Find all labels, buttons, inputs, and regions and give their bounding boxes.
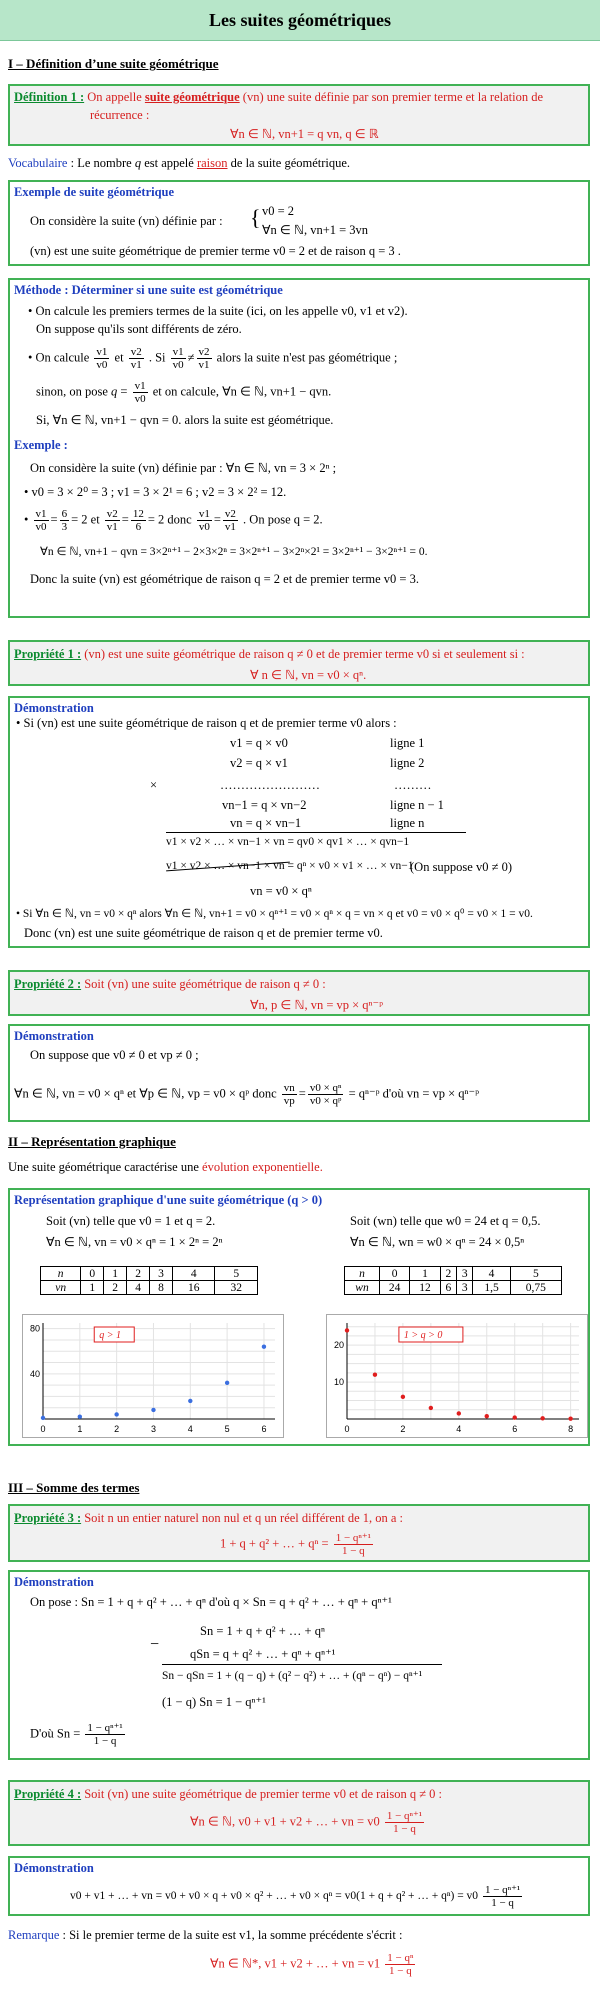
fraction-d: $\frac{6}{3}$	[61, 508, 68, 533]
fraction-j	[308, 1082, 344, 1107]
demo-3-minus: −	[150, 1636, 160, 1653]
data-point	[401, 1395, 405, 1399]
x-tick-label: 8	[568, 1424, 574, 1434]
demo-1-box	[8, 696, 590, 948]
x-tick-label: 4	[187, 1424, 193, 1434]
x-tick-label: 6	[512, 1424, 518, 1434]
fraction-n-num: 1 − qⁿ⁺¹	[484, 1884, 521, 1896]
right-sequence-formula: ∀n ∈ ℕ, wn = w0 × qⁿ = 24 × 0,5ⁿ	[350, 1235, 525, 1249]
left-sequence-def: Soit (vn) telle que v0 = 1 et q = 2.	[46, 1214, 216, 1228]
method-step-2b: et	[114, 350, 124, 365]
demo-3-s2: qSn = q + q² + … + qⁿ + qⁿ⁺¹	[190, 1647, 336, 1661]
remark-label: Remarque	[8, 1928, 60, 1942]
remark-text: : Si le premier terme de la suite est v1, la somme précédente s'écrit :	[62, 1928, 403, 1942]
demo-1-row-1: v1 = q × v0	[230, 736, 288, 750]
vocabulary-term: raison	[196, 156, 228, 170]
demo-2-line-2b: = qⁿ⁻ᵖ d'où vn = vp × qⁿ⁻ᵖ	[348, 1086, 479, 1101]
demo-1-product-2: v1 × v2 × … × vn−1 × vn = qⁿ × v0 × v1 × … × vn−1	[166, 860, 414, 872]
demo-1-note-4: ligne n − 1	[390, 798, 444, 812]
data-point	[114, 1412, 118, 1416]
data-point	[513, 1415, 517, 1419]
vocabulary-label: Vocabulaire	[8, 156, 68, 170]
section-2-text-b: évolution exponentielle.	[202, 1160, 323, 1174]
table-w-header-cell: 1	[410, 1267, 440, 1281]
example-line-2: (vn) est une suite géométrique de premier terme v0 = 2 et de raison q = 3 .	[30, 244, 401, 258]
data-point	[41, 1416, 45, 1420]
right-sequence-def: Soit (wn) telle que w0 = 24 et q = 0,5.	[350, 1214, 541, 1228]
method-box	[8, 278, 590, 618]
method-step-1: • On calcule les premiers termes de la suite (ici, on les appelle v0, v1 et v2).	[28, 304, 408, 318]
x-tick-label: 1	[77, 1424, 83, 1434]
fraction-l-num: 1 − qⁿ⁺¹	[87, 1722, 123, 1734]
fraction-v1-v0: $\frac{v1}{v0}$	[96, 346, 108, 371]
representation-box	[8, 1188, 590, 1446]
demo-2-line-2a: ∀n ∈ ℕ, vn = v0 × qⁿ et ∀p ∈ ℕ, vp = v0 × qᵖ donc	[14, 1086, 277, 1101]
section-2-text-a: Une suite géométrique caractérise une	[8, 1160, 199, 1174]
demo-4-line	[70, 1884, 524, 1909]
property-2-box	[8, 970, 590, 1016]
method-step-3a: sinon, on pose	[36, 384, 108, 399]
table-v-header-cell: 2	[127, 1267, 150, 1281]
system-line-2: ∀n ∈ ℕ, vn+1 = 3vn	[262, 223, 369, 237]
fraction-i	[282, 1082, 297, 1107]
demo-1-note-5: ligne n	[390, 816, 425, 830]
definition-formula: ∀n ∈ ℕ, vn+1 = q vn, q ∈ ℝ	[230, 127, 379, 141]
data-point	[568, 1416, 572, 1420]
data-point	[225, 1381, 229, 1385]
fraction-k	[334, 1532, 373, 1557]
demo-3-s1: Sn = 1 + q + q² + … + qⁿ	[200, 1624, 325, 1638]
fraction-o-num: 1 − qⁿ	[387, 1952, 414, 1964]
property-4-lhs: ∀n ∈ ℕ, v0 + v1 + v2 + … + vn = v0	[190, 1814, 380, 1829]
demo-1-assumption: (On suppose v0 ≠ 0)	[410, 860, 512, 874]
fraction-c: $\frac{v1}{v0}$	[35, 508, 47, 533]
table-w-value-cell: 1,5	[473, 1281, 510, 1295]
definition-label: Définition 1 :	[14, 90, 85, 104]
table-w-header-cell: 3	[457, 1267, 473, 1281]
method-example-4: ∀n ∈ ℕ, vn+1 − qvn = 3×2ⁿ⁺¹ − 2×3×2ⁿ = 3×2ⁿ⁺¹ − 3×2ⁿ×2¹ = 3×2ⁿ⁺¹ − 3×2ⁿ⁺¹ = 0.	[40, 546, 428, 558]
representation-title: Représentation graphique d'une suite géométrique (q > 0)	[14, 1193, 323, 1207]
table-v-value-cell: 32	[215, 1281, 258, 1295]
demo-3-title: Démonstration	[14, 1575, 94, 1589]
method-title: Méthode : Déterminer si une suite est géométrique	[14, 283, 283, 297]
fraction-g: $\frac{v1}{v0}$	[198, 508, 210, 533]
property-4-label: Propriété 4 :	[14, 1787, 82, 1801]
demo-3-result-text: D'où Sn =	[30, 1726, 81, 1741]
table-v-header-cell: 1	[104, 1267, 127, 1281]
example-box	[8, 180, 590, 266]
definition-term: suite géométrique	[144, 90, 240, 104]
data-point	[151, 1408, 155, 1412]
property-3-label: Propriété 3 :	[14, 1511, 82, 1525]
demo-2-line-1: On suppose que v0 ≠ 0 et vp ≠ 0 ;	[30, 1048, 199, 1062]
x-tick-label: 0	[344, 1424, 350, 1434]
method-example-2: • v0 = 3 × 2⁰ = 3 ; v1 = 3 × 2¹ = 6 ; v2 = 3 × 2² = 12.	[24, 485, 287, 499]
table-v-header-cell: 4	[172, 1267, 214, 1281]
demo-4-title: Démonstration	[14, 1861, 94, 1875]
demo-1-rule	[166, 832, 466, 833]
table-w-header-cell: 2	[440, 1267, 456, 1281]
demo-1-row-2: v2 = q × v1	[230, 756, 288, 770]
table-w-value-cell: 3	[457, 1281, 473, 1295]
demo-1-note-2: ligne 2	[390, 756, 425, 770]
example-title: Exemple de suite géométrique	[14, 185, 175, 199]
table-w-header-cell: 4	[473, 1267, 510, 1281]
data-point	[540, 1416, 544, 1420]
data-point	[457, 1411, 461, 1415]
demo-1-note-1: ligne 1	[390, 736, 425, 750]
fraction-v2-v1: $\frac{v2}{v1}$	[130, 346, 142, 371]
fraction-i-den: vp	[283, 1095, 295, 1107]
method-step-3b: et on calcule, ∀n ∈ ℕ, vn+1 − qvn.	[152, 384, 332, 399]
definition-text: On appelle	[87, 90, 142, 104]
x-tick-label: 2	[114, 1424, 120, 1434]
method-example-3d: . On pose q = 2.	[243, 512, 323, 527]
demo-3-box	[8, 1570, 590, 1760]
fraction-b: $\frac{v2}{v1}$	[198, 346, 210, 371]
demo-3-s4: (1 − q) Sn = 1 − qⁿ⁺¹	[162, 1695, 266, 1709]
fraction-k-num: 1 − qⁿ⁺¹	[335, 1532, 371, 1544]
vocabulary-text: : Le nombre	[70, 156, 132, 170]
data-point	[262, 1345, 266, 1349]
fraction-l	[85, 1722, 124, 1747]
section-heading-3: III – Somme des termes	[8, 1480, 140, 1495]
demo-1-line-1: • Si (vn) est une suite géométrique de raison q et de premier terme v0 alors :	[16, 716, 397, 730]
method-step-2: • On calcule $\frac{v1}{v0}$ et $\frac{v2}{v1}$ . Si $\frac{v1}{v0}$ ≠ $\frac{v2}{v1}$ alors la suite n'est pas géométrique ;	[28, 346, 398, 371]
fraction-e: $\frac{v2}{v1}$	[106, 508, 118, 533]
demo-1-title: Démonstration	[14, 701, 94, 715]
definition-text-3: récurrence :	[90, 108, 150, 122]
fraction-l-den: 1 − q	[93, 1735, 117, 1747]
property-1-box	[8, 640, 590, 686]
section-heading-1: I – Définition d’une suite géométrique	[8, 56, 219, 71]
fraction-j-num: v0 × qⁿ	[309, 1082, 342, 1094]
x-tick-label: 3	[150, 1424, 156, 1434]
property-4-text: Soit (vn) une suite géométrique de premier terme v0 et de raison q ≠ 0 :	[84, 1787, 443, 1801]
table-v-header-cell: n	[41, 1267, 81, 1281]
chart-w	[326, 1314, 588, 1438]
section-heading-2: II – Représentation graphique	[8, 1134, 176, 1149]
method-example-title: Exemple :	[14, 438, 68, 452]
x-tick-label: 6	[261, 1424, 267, 1434]
table-v-value-cell: 4	[127, 1281, 150, 1295]
data-point	[345, 1328, 349, 1332]
definition-text-2: (vn) une suite définie par son premier terme et la relation de	[242, 90, 544, 104]
table-w-value-cell: 0,75	[510, 1281, 561, 1295]
demo-1-row-3: ……………………	[220, 778, 320, 792]
method-step-1b: On suppose qu'ils sont différents de zéro.	[36, 322, 242, 336]
property-1-text: (vn) est une suite géométrique de raison q ≠ 0 et de premier terme v0 si et seulement si :	[84, 647, 525, 661]
x-tick-label: 2	[400, 1424, 406, 1434]
y-tick-label: 20	[333, 1340, 344, 1351]
table-w-value-cell: 12	[410, 1281, 440, 1295]
system-brace: {	[250, 205, 261, 230]
left-sequence-formula: ∀n ∈ ℕ, vn = v0 × qⁿ = 1 × 2ⁿ = 2ⁿ	[46, 1235, 223, 1249]
property-2-label: Propriété 2 :	[14, 977, 82, 991]
definition-box	[8, 84, 590, 146]
fraction-m	[385, 1810, 424, 1835]
x-tick-label: 5	[224, 1424, 230, 1434]
data-point	[373, 1372, 377, 1376]
page-header	[0, 0, 600, 41]
remark	[8, 1928, 402, 1943]
demo-3-s3: Sn − qSn = 1 + (q − q) + (q² − q²) + … + (qⁿ − qⁿ) − qⁿ⁺¹	[162, 1670, 423, 1682]
demo-1-line-2: • Si ∀n ∈ ℕ, vn = v0 × qⁿ alors ∀n ∈ ℕ, vn+1 = v0 × qⁿ⁺¹ = v0 × qⁿ × q = vn × q et v0 = v0 × q⁰ = v0 × 1 = v0.	[16, 908, 533, 920]
fraction-n	[483, 1884, 522, 1909]
method-example-1: On considère la suite (vn) définie par : ∀n ∈ ℕ, vn = 3 × 2ⁿ ;	[30, 461, 337, 475]
data-point	[429, 1406, 433, 1410]
property-3-text: Soit n un entier naturel non nul et q un réel différent de 1, on a :	[84, 1511, 404, 1525]
table-w-value-cell: 6	[440, 1281, 456, 1295]
property-4-box	[8, 1780, 590, 1846]
table-v-header-cell: 0	[81, 1267, 104, 1281]
fraction-o-den: 1 − q	[389, 1965, 412, 1977]
property-2-text: Soit (vn) une suite géométrique de raison q ≠ 0 :	[84, 977, 326, 991]
y-tick-label: 80	[29, 1323, 40, 1334]
fraction-m-num: 1 − qⁿ⁺¹	[386, 1810, 423, 1822]
property-3-box	[8, 1504, 590, 1562]
method-example-3c: donc	[167, 512, 192, 527]
table-v-value-cell: 16	[172, 1281, 214, 1295]
property-2-formula: ∀n, p ∈ ℕ, vn = vp × qⁿ⁻ᵖ	[250, 998, 383, 1012]
fraction-f: $\frac{12}{6}$	[132, 508, 144, 533]
demo-1-times: ×	[150, 778, 158, 792]
property-3-formula	[220, 1532, 375, 1557]
demo-1-line-3: Donc (vn) est une suite géométrique de raison q et de premier terme v0.	[24, 926, 383, 940]
method-example-3: • $\frac{v1}{v0}$ = $\frac{6}{3}$ = 2 et $\frac{v2}{v1}$ = $\frac{12}{6}$ = 2 donc $\frac{v1}{v0}$ = $\frac{v2}{v1}$ . On pose q = 2.	[24, 508, 323, 533]
demo-1-product-3: vn = v0 × qⁿ	[250, 884, 312, 898]
vocabulary-q: q	[134, 156, 142, 170]
table-v-value-cell: vn	[41, 1281, 81, 1295]
fraction-h: $\frac{v2}{v1}$	[224, 508, 236, 533]
table-w-value-cell: wn	[345, 1281, 380, 1295]
demo-4-text: v0 + v1 + … + vn = v0 + v0 × q + v0 × q² + … + v0 × qⁿ = v0(1 + q + q² + … + qⁿ) = v0	[70, 1890, 479, 1903]
method-step-4: Si, ∀n ∈ ℕ, vn+1 − qvn = 0. alors la suite est géométrique.	[36, 413, 334, 427]
fraction-m-den: 1 − q	[393, 1823, 416, 1835]
demo-3-rule	[162, 1664, 442, 1665]
property-3-lhs: 1 + q + q² + … + qⁿ =	[220, 1536, 329, 1551]
chart-label: q > 1	[99, 1330, 121, 1341]
values-table-w	[344, 1266, 562, 1295]
remark-formula-text: ∀n ∈ ℕ*, v1 + v2 + … + vn = v1	[210, 1956, 381, 1971]
demo-1-row-5: vn = q × vn−1	[230, 816, 302, 830]
values-table-v	[40, 1266, 258, 1295]
y-tick-label: 10	[333, 1377, 344, 1388]
remark-formula	[210, 1952, 417, 1977]
vocabulary-text-2: est appelé	[144, 156, 194, 170]
demo-1-note-3: ………	[394, 778, 432, 792]
table-w-value-cell: 24	[379, 1281, 409, 1295]
table-v-value-cell: 1	[81, 1281, 104, 1295]
fraction-a: $\frac{v1}{v0}$	[172, 346, 184, 371]
fraction-q: $\frac{v1}{v0}$	[134, 380, 146, 405]
data-point	[188, 1399, 192, 1403]
table-v-header-cell: 3	[150, 1267, 173, 1281]
example-line-1: On considère la suite (vn) définie par :	[30, 214, 223, 228]
demo-4-box	[8, 1856, 590, 1916]
demo-3-line-1: On pose : Sn = 1 + q + q² + … + qⁿ d'où q × Sn = q + q² + … + qⁿ + qⁿ⁺¹	[30, 1595, 392, 1609]
table-v-header-cell: 5	[215, 1267, 258, 1281]
method-example-3b: et	[90, 512, 100, 527]
page-title: Les suites géométriques	[209, 9, 391, 30]
table-v-value-cell: 8	[150, 1281, 173, 1295]
method-example-3a: •	[24, 512, 29, 527]
vocabulary	[8, 156, 350, 171]
table-v-value-cell: 2	[104, 1281, 127, 1295]
demo-3-result	[30, 1722, 127, 1747]
system-line-1: v0 = 2	[262, 204, 295, 218]
fraction-o	[385, 1952, 415, 1977]
fraction-n-den: 1 − q	[491, 1897, 514, 1909]
fraction-i-num: vn	[283, 1082, 295, 1094]
y-tick-label: 40	[29, 1368, 40, 1379]
section-2-text	[8, 1160, 323, 1175]
x-tick-label: 4	[456, 1424, 462, 1434]
table-w-header-cell: n	[345, 1267, 380, 1281]
vocabulary-text-3: de la suite géométrique.	[230, 156, 351, 170]
property-1-formula: ∀ n ∈ ℕ, vn = v0 × qⁿ.	[250, 668, 367, 682]
chart-v	[22, 1314, 284, 1438]
chart-label: 1 > q > 0	[403, 1330, 443, 1341]
data-point	[78, 1415, 82, 1419]
method-step-2d: alors la suite n'est pas géométrique ;	[216, 350, 398, 365]
x-tick-label: 0	[40, 1424, 46, 1434]
demo-1-product-1: v1 × v2 × … × vn−1 × vn = qv0 × qv1 × … × qvn−1	[166, 836, 410, 848]
demo-2-box	[8, 1024, 590, 1122]
table-w-header-cell: 5	[510, 1267, 561, 1281]
table-w-header-cell: 0	[379, 1267, 409, 1281]
fraction-j-den: v0 × qᵖ	[309, 1095, 342, 1107]
method-example-5: Donc la suite (vn) est géométrique de raison q = 2 et de premier terme v0 = 3.	[30, 572, 419, 586]
demo-1-row-4: vn−1 = q × vn−2	[222, 798, 307, 812]
method-step-2c: . Si	[148, 350, 166, 365]
method-step-2a: • On calcule	[28, 350, 90, 365]
property-1-label: Propriété 1 :	[14, 647, 82, 661]
demo-2-title: Démonstration	[14, 1029, 94, 1043]
method-step-3: sinon, on pose q = $\frac{v1}{v0}$ et on calcule, ∀n ∈ ℕ, vn+1 − qvn.	[36, 380, 332, 405]
demo-2-line-2: ∀n ∈ ℕ, vn = v0 × qⁿ et ∀p ∈ ℕ, vp = v0 × qᵖ donc $\frac{vn}{vp}$ = $\frac{\text{v0 × qⁿ}}{\text{v0 × qᵖ}}$ = qⁿ⁻ᵖ d'où vn = vp × qⁿ⁻ᵖ	[14, 1082, 479, 1107]
fraction-k-den: 1 − q	[341, 1545, 365, 1557]
data-point	[485, 1414, 489, 1418]
property-4-formula	[190, 1810, 426, 1835]
